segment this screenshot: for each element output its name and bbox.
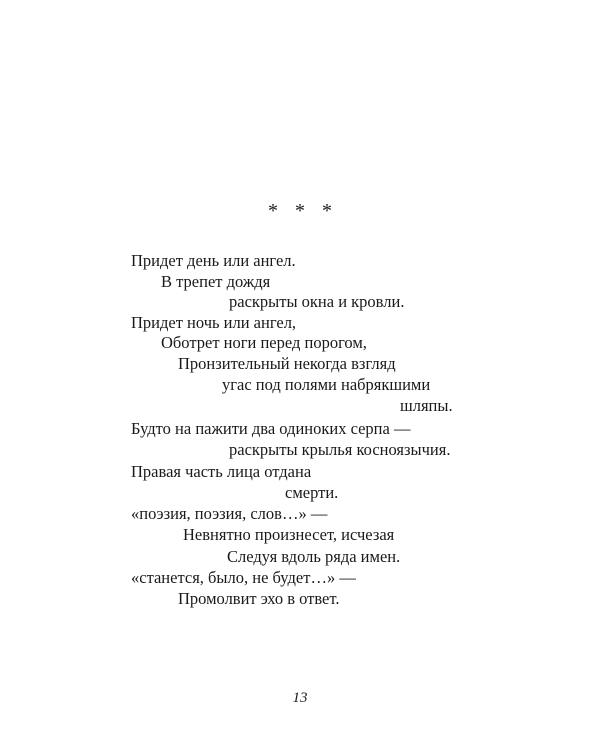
poem-line: Невнятно произнесет, исчезая bbox=[183, 525, 395, 544]
poem-line: раскрыты окна и кровли. bbox=[229, 292, 405, 311]
poem-line: шляпы. bbox=[400, 396, 453, 415]
poem-line: Оботрет ноги перед порогом, bbox=[161, 333, 367, 352]
poem-line: смерти. bbox=[285, 483, 339, 502]
poem-line: «станется, было, не будет…» — bbox=[131, 568, 356, 587]
poem-line: Придет ночь или ангел, bbox=[131, 313, 297, 332]
poem-line: Промолвит эхо в ответ. bbox=[178, 589, 340, 608]
poem-line: Будто на пажити два одиноких серпа — bbox=[131, 419, 411, 438]
poem-line: Пронзительный некогда взгляд bbox=[178, 354, 396, 373]
poem-line: раскрыты крылья косноязычия. bbox=[229, 440, 451, 459]
poem-line: Правая часть лица отдана bbox=[131, 462, 312, 481]
poem-line: Следуя вдоль ряда имен. bbox=[227, 547, 401, 566]
poem-line: угас под полями набрякшими bbox=[222, 375, 431, 394]
poem-line: «поэзия, поэзия, слов…» — bbox=[131, 504, 328, 523]
section-separator: * * * bbox=[268, 200, 332, 222]
page-number: 13 bbox=[292, 690, 308, 706]
poem-line: В трепет дождя bbox=[161, 272, 271, 291]
poem-line: Придет день или ангел. bbox=[131, 251, 296, 270]
